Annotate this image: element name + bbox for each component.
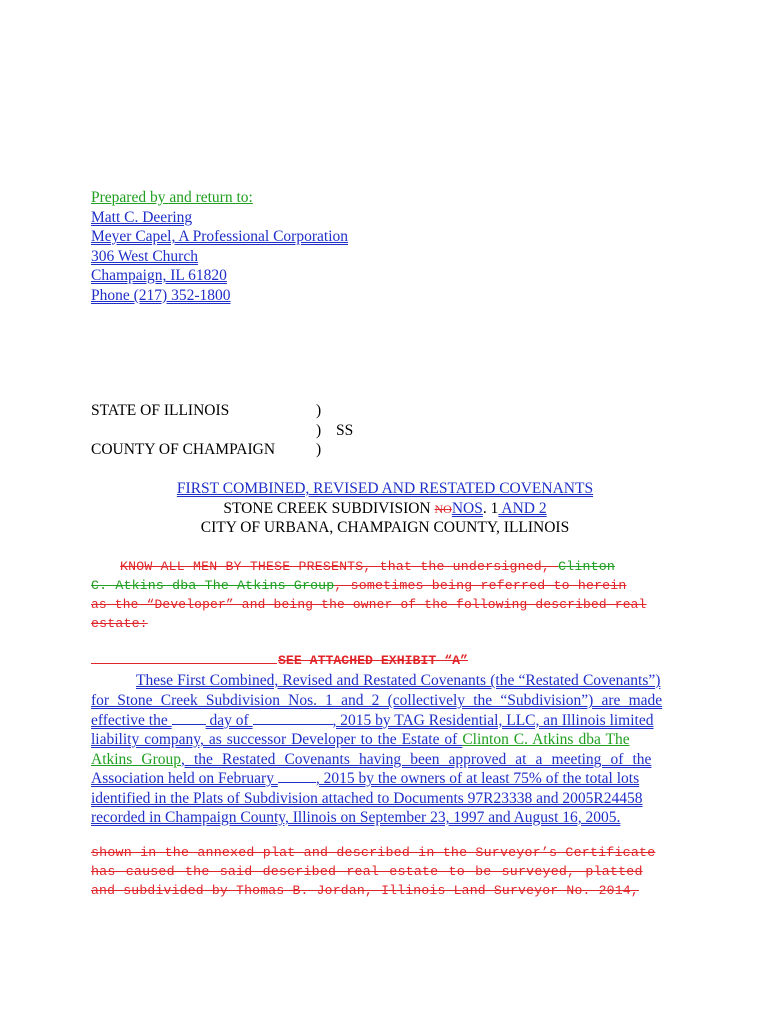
restated-text-6a: Association held on February bbox=[91, 770, 278, 787]
effective-day-blank bbox=[172, 712, 206, 725]
know-all-text-1b: Clinton bbox=[558, 559, 615, 574]
restated-line-3 bbox=[91, 711, 653, 731]
venue-ss: SS bbox=[336, 421, 354, 439]
restated-text-3b: day of bbox=[205, 711, 253, 729]
know-all-text-2b: , sometimes being referred to herein bbox=[334, 578, 627, 593]
inserted-and-2: AND 2 bbox=[498, 499, 547, 517]
restated-text-3c: , 2015 by TAG Residential, LLC, an Illinois limited bbox=[332, 711, 654, 729]
know-all-line-2 bbox=[91, 576, 627, 595]
restated-line-5 bbox=[91, 750, 651, 770]
restated-line-2: for Stone Creek Subdivision Nos. 1 and 2 (collectively the “Subdivision”) are made bbox=[91, 692, 663, 709]
restated-text-6b: , 2015 by the owners of at least 75% of the total lots bbox=[315, 770, 640, 787]
restated-line-1: These First Combined, Revised and Restated Covenants (the “Restated Covenants”) bbox=[136, 672, 661, 689]
shown-line-3: and subdivided by Thomas B. Jordan, Illinois Land Surveyor No. 2014, bbox=[91, 883, 639, 898]
return-to-line-phone: Phone (217) 352-1800 bbox=[91, 286, 231, 304]
return-to-line-street: 306 West Church bbox=[91, 247, 198, 265]
venue-county: COUNTY OF CHAMPAIGN bbox=[91, 441, 276, 458]
know-all-text-2a: C. Atkins dba The Atkins Group bbox=[91, 578, 335, 593]
shown-line-1: shown in the annexed plat and described in the Surveyor’s Certificate bbox=[91, 845, 656, 860]
venue-paren-3: ) bbox=[316, 441, 322, 458]
restated-text-5a: Atkins Group bbox=[91, 750, 182, 768]
exhibit-deleted-rule bbox=[91, 663, 277, 664]
subdivision-title-prefix: STONE CREEK SUBDIVISION bbox=[223, 499, 435, 517]
return-to-line-firm: Meyer Capel, A Professional Corporation bbox=[91, 228, 348, 245]
inserted-nos: NOS bbox=[451, 499, 483, 517]
exhibit-label: SEE ATTACHED EXHIBIT “A” bbox=[278, 653, 468, 668]
know-all-line-4: estate: bbox=[91, 616, 148, 631]
venue-paren-1: ) bbox=[316, 402, 322, 419]
effective-month-blank bbox=[253, 712, 333, 725]
venue-paren-2: ) bbox=[316, 421, 322, 439]
subdivision-title bbox=[0, 499, 770, 520]
prepared-by-heading: Prepared by and return to: bbox=[91, 189, 253, 206]
return-to-line-city: Champaign, IL 61820 bbox=[91, 267, 227, 284]
restated-text-3a: effective the bbox=[91, 711, 172, 729]
meeting-day-blank bbox=[278, 770, 316, 783]
know-all-text-1a: KNOW ALL MEN BY THESE PRESENTS, that the undersigned, bbox=[120, 559, 559, 574]
restated-line-7: identified in the Plats of Subdivision attached to Documents 97R23338 and 2005R24458 bbox=[91, 789, 643, 807]
restated-text-4b: Clinton C. Atkins dba The bbox=[462, 731, 630, 748]
restated-text-5b: , the Restated Covenants having been approved at a meeting of the bbox=[181, 750, 652, 768]
subdivision-number: . 1 bbox=[482, 499, 499, 517]
restated-line-4 bbox=[91, 730, 630, 750]
document-title: FIRST COMBINED, REVISED AND RESTATED COVENANTS bbox=[176, 480, 594, 497]
shown-line-2: has caused the said described real estate to be surveyed, platted bbox=[91, 864, 643, 879]
restated-line-8: recorded in Champaign County, Illinois on September 23, 1997 and August 16, 2005. bbox=[91, 809, 621, 826]
city-county-title: CITY OF URBANA, CHAMPAIGN COUNTY, ILLINOIS bbox=[200, 519, 570, 536]
venue-state: STATE OF ILLINOIS bbox=[91, 402, 230, 419]
deleted-no: NO bbox=[434, 501, 452, 516]
return-to-line-name: Matt C. Deering bbox=[91, 208, 193, 226]
restated-line-6 bbox=[91, 769, 639, 789]
know-all-line-1 bbox=[120, 557, 615, 576]
know-all-line-3: as the “Developer” and being the owner of the following described real bbox=[91, 597, 647, 612]
restated-text-4a: liability company, as successor Developer to the Estate of bbox=[91, 731, 463, 748]
